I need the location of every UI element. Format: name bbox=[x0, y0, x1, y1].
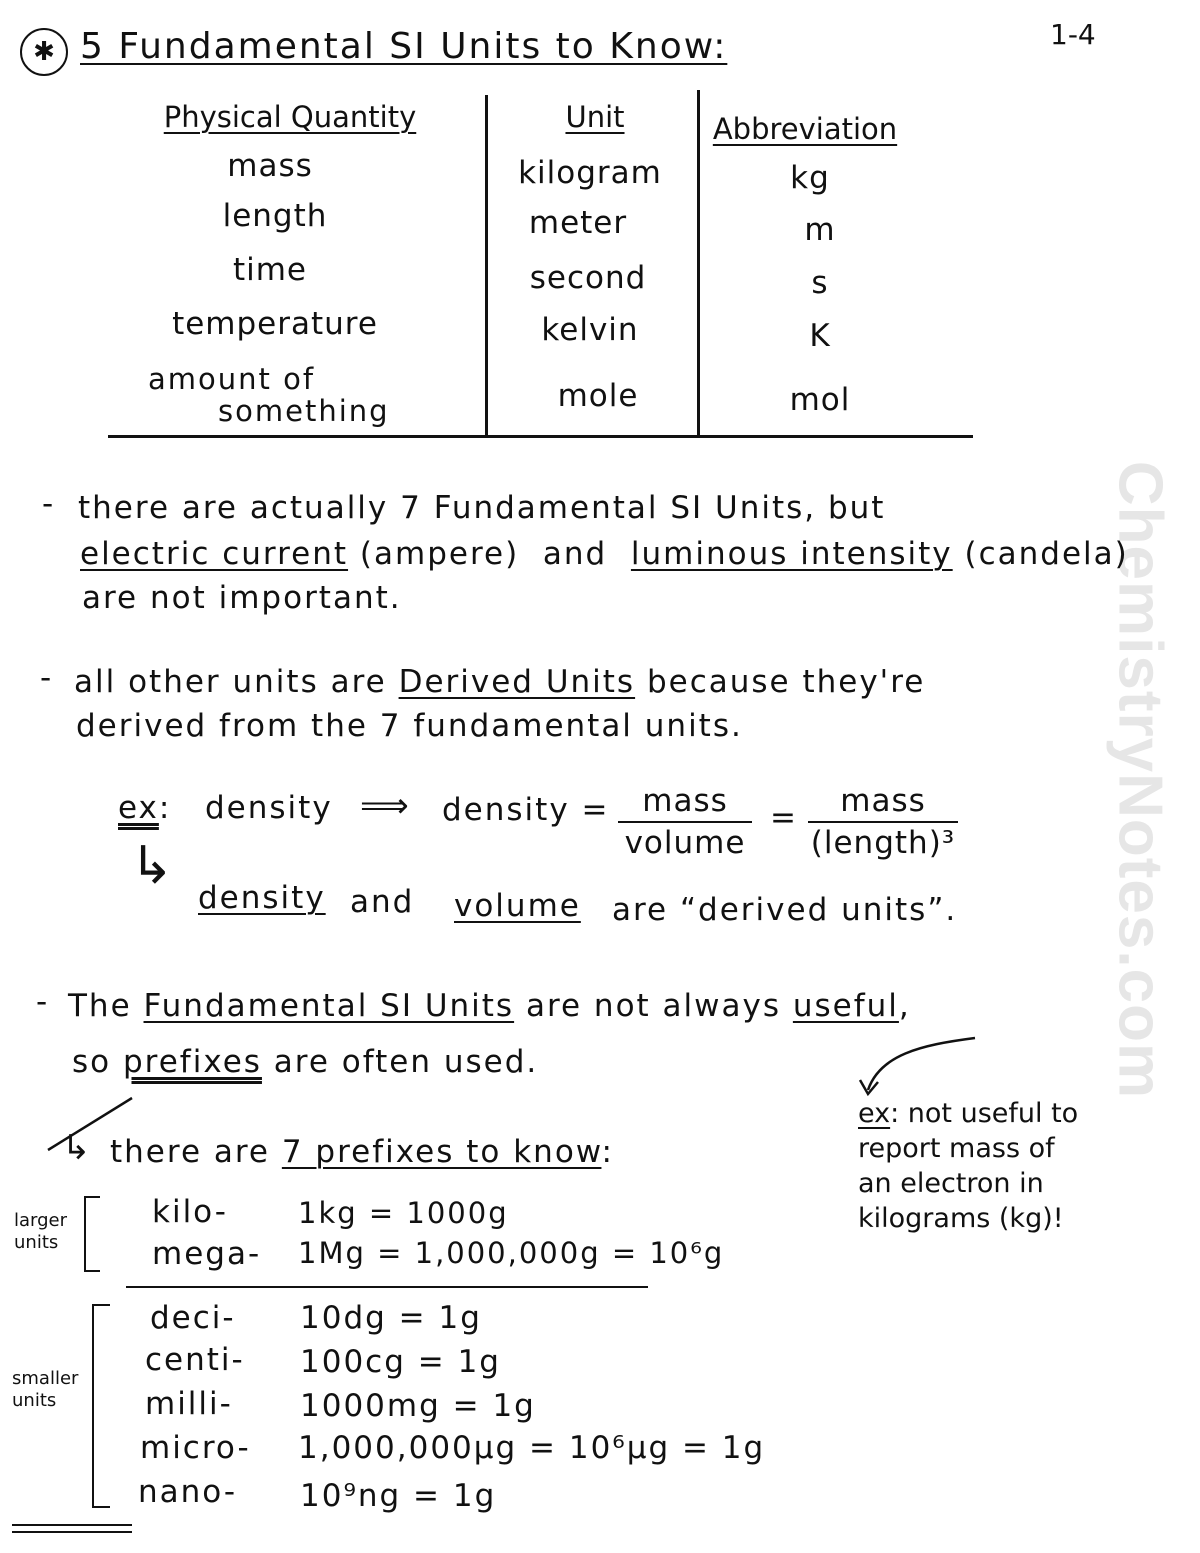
table-bottom-rule bbox=[108, 435, 973, 438]
asterisk-circle-icon: ✱ bbox=[20, 28, 68, 76]
quantity-cell: temperature bbox=[172, 306, 378, 342]
table-header-abbreviation: Abbreviation bbox=[712, 112, 898, 146]
side-note-text: kilograms (kg)! bbox=[858, 1203, 1064, 1234]
side-note-text: report mass of bbox=[858, 1133, 1055, 1164]
group-label-text: larger bbox=[14, 1210, 68, 1231]
group-label-text: smaller bbox=[12, 1368, 79, 1389]
ex-label: ex bbox=[858, 1098, 891, 1129]
bullet-dash: - bbox=[36, 984, 50, 1020]
unit-cell: kelvin bbox=[541, 312, 639, 348]
implies-arrow-icon: ⟹ bbox=[360, 786, 409, 826]
term-density: density bbox=[198, 880, 326, 916]
prefix-relation: 10⁹ng = 1g bbox=[300, 1478, 497, 1514]
unit-cell: meter bbox=[528, 205, 628, 241]
quantity-cell: length bbox=[222, 198, 328, 234]
watermark: ChemistryNotes.com bbox=[1105, 460, 1175, 1100]
prefix-relation: 10dg = 1g bbox=[300, 1300, 482, 1336]
bullet-dash: - bbox=[40, 660, 54, 696]
term-fundamental-si-units: Fundamental SI Units bbox=[143, 988, 515, 1024]
abbreviation-cell: mol bbox=[789, 382, 851, 418]
prefix-name: nano- bbox=[138, 1474, 238, 1510]
group-label-text: units bbox=[12, 1390, 57, 1411]
prefix-name: centi- bbox=[145, 1342, 245, 1378]
bracket bbox=[84, 1196, 100, 1272]
group-label-text: units bbox=[14, 1232, 59, 1253]
bullet-text: are not important. bbox=[82, 580, 402, 616]
fraction-bar bbox=[618, 821, 752, 823]
prefix-relation: 1Mg = 1,000,000g = 10⁶g bbox=[298, 1236, 725, 1270]
unit-cell: kilogram bbox=[518, 155, 662, 191]
example-text: and bbox=[350, 884, 415, 920]
example-lead: density bbox=[205, 790, 333, 826]
term-seven-prefixes: 7 prefixes to know bbox=[281, 1134, 602, 1170]
fraction-bar bbox=[808, 821, 958, 823]
abbreviation-cell: K bbox=[809, 318, 831, 354]
abbreviation-cell: m bbox=[804, 212, 836, 248]
abbreviation-cell: s bbox=[811, 265, 829, 301]
bullet-text: all other units are bbox=[74, 664, 399, 700]
prefixes-intro-text: : bbox=[601, 1134, 614, 1170]
prefix-relation: 100cg = 1g bbox=[300, 1344, 501, 1380]
term-useful: useful bbox=[792, 988, 899, 1024]
page-title: 5 Fundamental SI Units to Know: bbox=[80, 26, 728, 67]
bullet-text: are not always bbox=[514, 988, 793, 1024]
bullet-text: The bbox=[68, 988, 144, 1024]
side-note-text: : not useful to bbox=[890, 1098, 1079, 1129]
pointer-arrow-icon: ↳ bbox=[62, 1128, 91, 1168]
side-note-text: an electron in bbox=[858, 1168, 1044, 1199]
fraction-numerator: mass bbox=[642, 783, 728, 819]
bullet-text: derived from the 7 fundamental units. bbox=[76, 708, 743, 744]
bullet-text: (ampere) and bbox=[348, 536, 631, 572]
ex-colon: : bbox=[158, 790, 172, 826]
prefix-name: kilo- bbox=[152, 1194, 228, 1230]
prefix-relation: 1000mg = 1g bbox=[300, 1388, 536, 1424]
prefixes-intro-text: there are bbox=[110, 1134, 282, 1170]
quantity-cell: something bbox=[218, 394, 390, 428]
side-note bbox=[858, 1096, 1078, 1236]
prefix-relation: 1kg = 1000g bbox=[298, 1196, 509, 1230]
prefix-name: deci- bbox=[150, 1300, 236, 1336]
quantity-cell: mass bbox=[227, 148, 313, 184]
unit-cell: mole bbox=[557, 378, 639, 414]
term-prefixes: prefixes bbox=[122, 1044, 262, 1080]
end-rule bbox=[12, 1531, 132, 1533]
end-rule bbox=[12, 1524, 132, 1526]
fraction-denominator: volume bbox=[624, 825, 746, 861]
bullet-text: , bbox=[898, 988, 911, 1024]
larger-units-label bbox=[14, 1210, 67, 1254]
fraction-mass-length-cubed bbox=[808, 783, 958, 861]
unit-cell: second bbox=[529, 260, 647, 296]
group-divider bbox=[126, 1286, 648, 1288]
prefix-name: mega- bbox=[152, 1236, 262, 1272]
page-number: 1-4 bbox=[1050, 18, 1096, 51]
term-electric-current: electric current bbox=[80, 536, 349, 572]
equals-sign: = bbox=[770, 800, 798, 836]
bullet-text: are often used. bbox=[261, 1044, 539, 1080]
bracket bbox=[92, 1304, 110, 1508]
fraction-denominator: (length)³ bbox=[810, 825, 956, 861]
bullet-text: (candela) bbox=[952, 536, 1129, 572]
ex-label: ex bbox=[118, 790, 159, 826]
prefix-relation: 1,000,000μg = 10⁶μg = 1g bbox=[298, 1430, 766, 1466]
fraction-mass-volume bbox=[618, 783, 752, 861]
term-derived-units: Derived Units bbox=[398, 664, 636, 700]
prefix-name: milli- bbox=[145, 1386, 233, 1422]
smaller-units-label bbox=[12, 1368, 78, 1412]
abbreviation-cell: kg bbox=[790, 160, 830, 196]
quantity-cell: amount of bbox=[148, 362, 316, 396]
density-equation-lhs: density = bbox=[442, 792, 610, 828]
turn-arrow-icon: ↳ bbox=[130, 836, 174, 896]
quantity-cell: time bbox=[232, 252, 308, 288]
table-header-unit: Unit bbox=[565, 100, 625, 134]
fraction-numerator: mass bbox=[840, 783, 926, 819]
bullet-text: because they're bbox=[635, 664, 926, 700]
table-header-quantity: Physical Quantity bbox=[163, 100, 417, 134]
bullet-dash: - bbox=[42, 486, 56, 522]
term-volume: volume bbox=[454, 888, 581, 924]
prefix-name: micro- bbox=[140, 1430, 251, 1466]
bullet-text: so bbox=[72, 1044, 123, 1080]
example-text: are “derived units”. bbox=[612, 892, 958, 928]
bullet-text: there are actually 7 Fundamental SI Units, but bbox=[78, 490, 886, 526]
term-luminous-intensity: luminous intensity bbox=[630, 536, 953, 572]
